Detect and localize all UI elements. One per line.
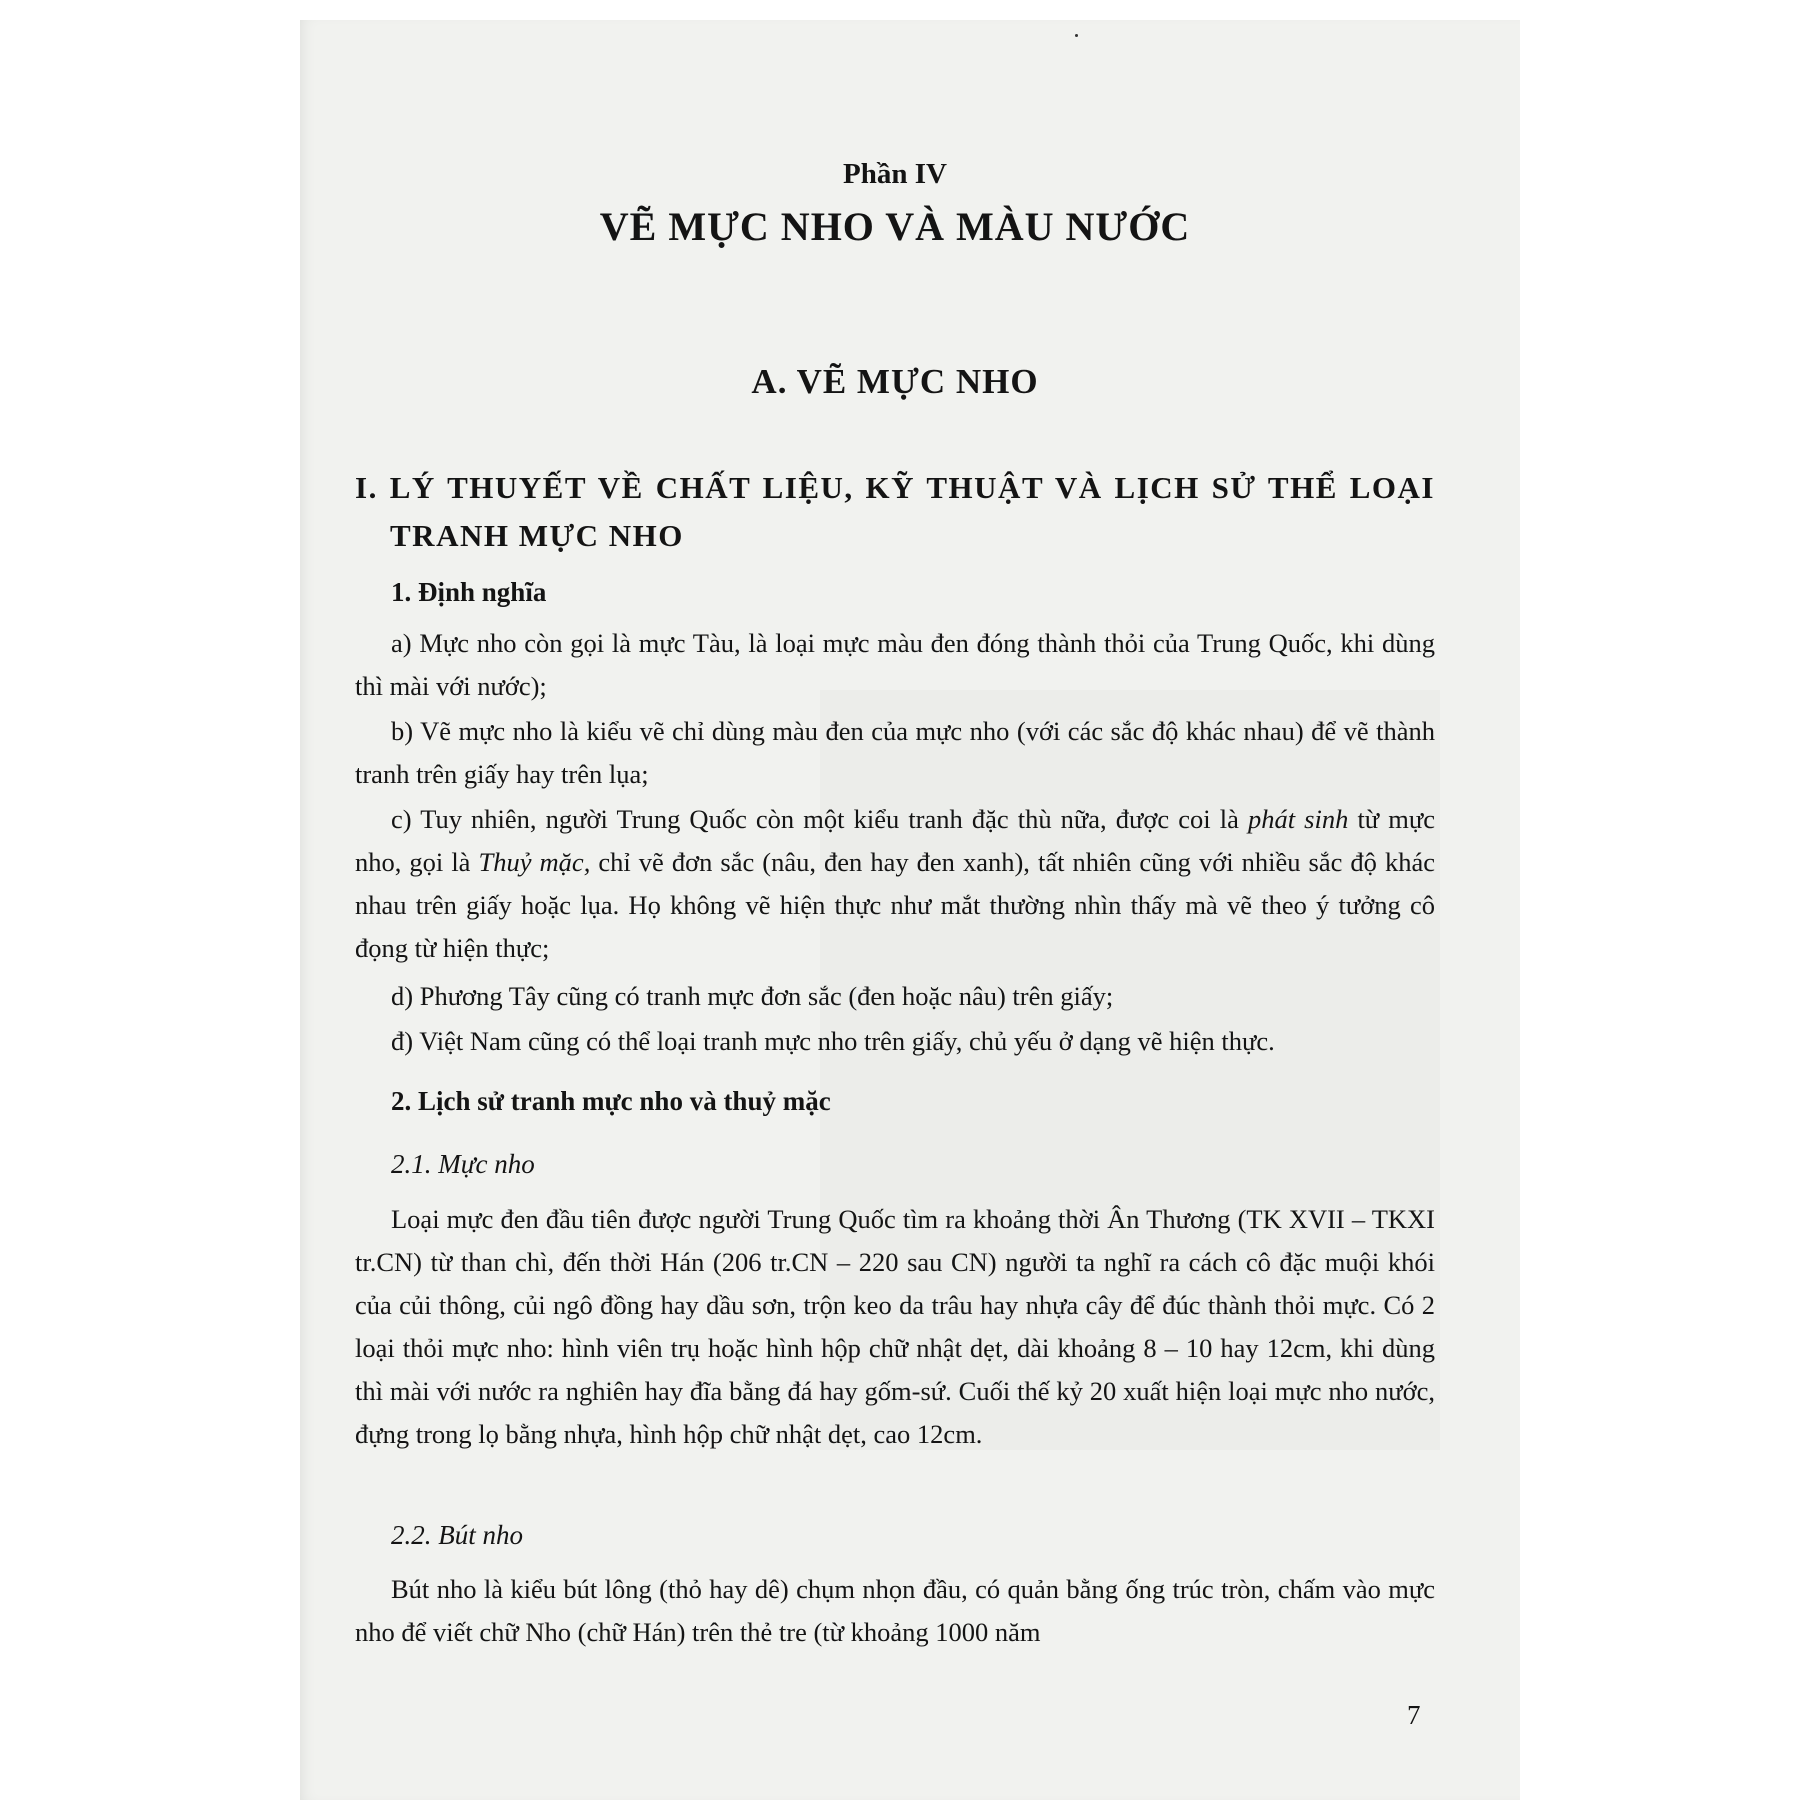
definition-c-italic-1: phát sinh: [1247, 804, 1349, 834]
definition-c: [355, 798, 1435, 970]
definition-dd: đ) Việt Nam cũng có thể loại tranh mực nho trên giấy, chủ yếu ở dạng vẽ hiện thực.: [391, 1026, 1275, 1056]
definition-c-italic-2: Thuỷ mặc,: [478, 847, 591, 877]
history-heading: 2. Lịch sử tranh mực nho và thuỷ mặc: [391, 1086, 831, 1116]
brush-paragraph: Bút nho là kiểu bút lông (thỏ hay dê) chụm nhọn đầu, có quản bằng ống trúc tròn, chấm vào mực nho để viết chữ Nho (chữ Hán) trên thẻ tre (từ khoảng 1000 năm: [355, 1574, 1435, 1647]
part-label: Phần IV: [843, 158, 947, 190]
page-number: 7: [1407, 1700, 1421, 1730]
definition-b: b) Vẽ mực nho là kiểu vẽ chỉ dùng màu đen của mực nho (với các sắc độ khác nhau) để vẽ thành tranh trên giấy hay trên lụa;: [355, 716, 1435, 789]
brush-heading: 2.2. Bút nho: [391, 1520, 523, 1550]
definition-c-text-3: chỉ vẽ đơn sắc (nâu, đen hay đen xanh), tất nhiên cũng với nhiều sắc độ khác nhau trên giấy hoặc lụa. Họ không vẽ hiện thực như mắt thường nhìn thấy mà vẽ theo ý tưởng cô đọng từ hiện thực;: [355, 847, 1435, 963]
section-title: A. VẼ MỰC NHO: [751, 362, 1039, 401]
print-speck: [1075, 34, 1078, 37]
definition-a: a) Mực nho còn gọi là mực Tàu, là loại mực màu đen đóng thành thỏi của Trung Quốc, khi dùng thì mài với nước);: [355, 628, 1435, 701]
definition-c-text-1: c) Tuy nhiên, người Trung Quốc còn một kiểu tranh đặc thù nữa, được coi là: [391, 804, 1248, 834]
chapter-heading: I. LÝ THUYẾT VỀ CHẤT LIỆU, KỸ THUẬT VÀ LỊCH SỬ THỂ LOẠI TRANH MỰC NHO: [355, 470, 1435, 553]
ink-heading: 2.1. Mực nho: [391, 1149, 535, 1179]
definition-heading: 1. Định nghĩa: [391, 577, 547, 607]
ink-paragraph: Loại mực đen đầu tiên được người Trung Quốc tìm ra khoảng thời Ân Thương (TK XVII – TKXI tr.CN) từ than chì, đến thời Hán (206 tr.CN – 220 sau CN) người ta nghĩ ra cách cô đặc muội khói của củi thông, củi ngô đồng hay dầu sơn, trộn keo da trâu hay nhựa cây để đúc thành thỏi mực. Có 2 loại thỏi mực nho: hình viên trụ hoặc hình hộp chữ nhật dẹt, dài khoảng 8 – 10 hay 12cm, khi dùng thì mài với nước ra nghiên hay đĩa bằng đá hay gốm-sứ. Cuối thế kỷ 20 xuất hiện loại mực nho nước, đựng trong lọ bằng nhựa, hình hộp chữ nhật dẹt, cao 12cm.: [355, 1204, 1435, 1449]
definition-d: d) Phương Tây cũng có tranh mực đơn sắc (đen hoặc nâu) trên giấy;: [391, 981, 1114, 1011]
definition-c-text-2: từ mực nho, gọi là: [355, 804, 1435, 877]
part-title: VẼ MỰC NHO VÀ MÀU NƯỚC: [599, 204, 1191, 249]
